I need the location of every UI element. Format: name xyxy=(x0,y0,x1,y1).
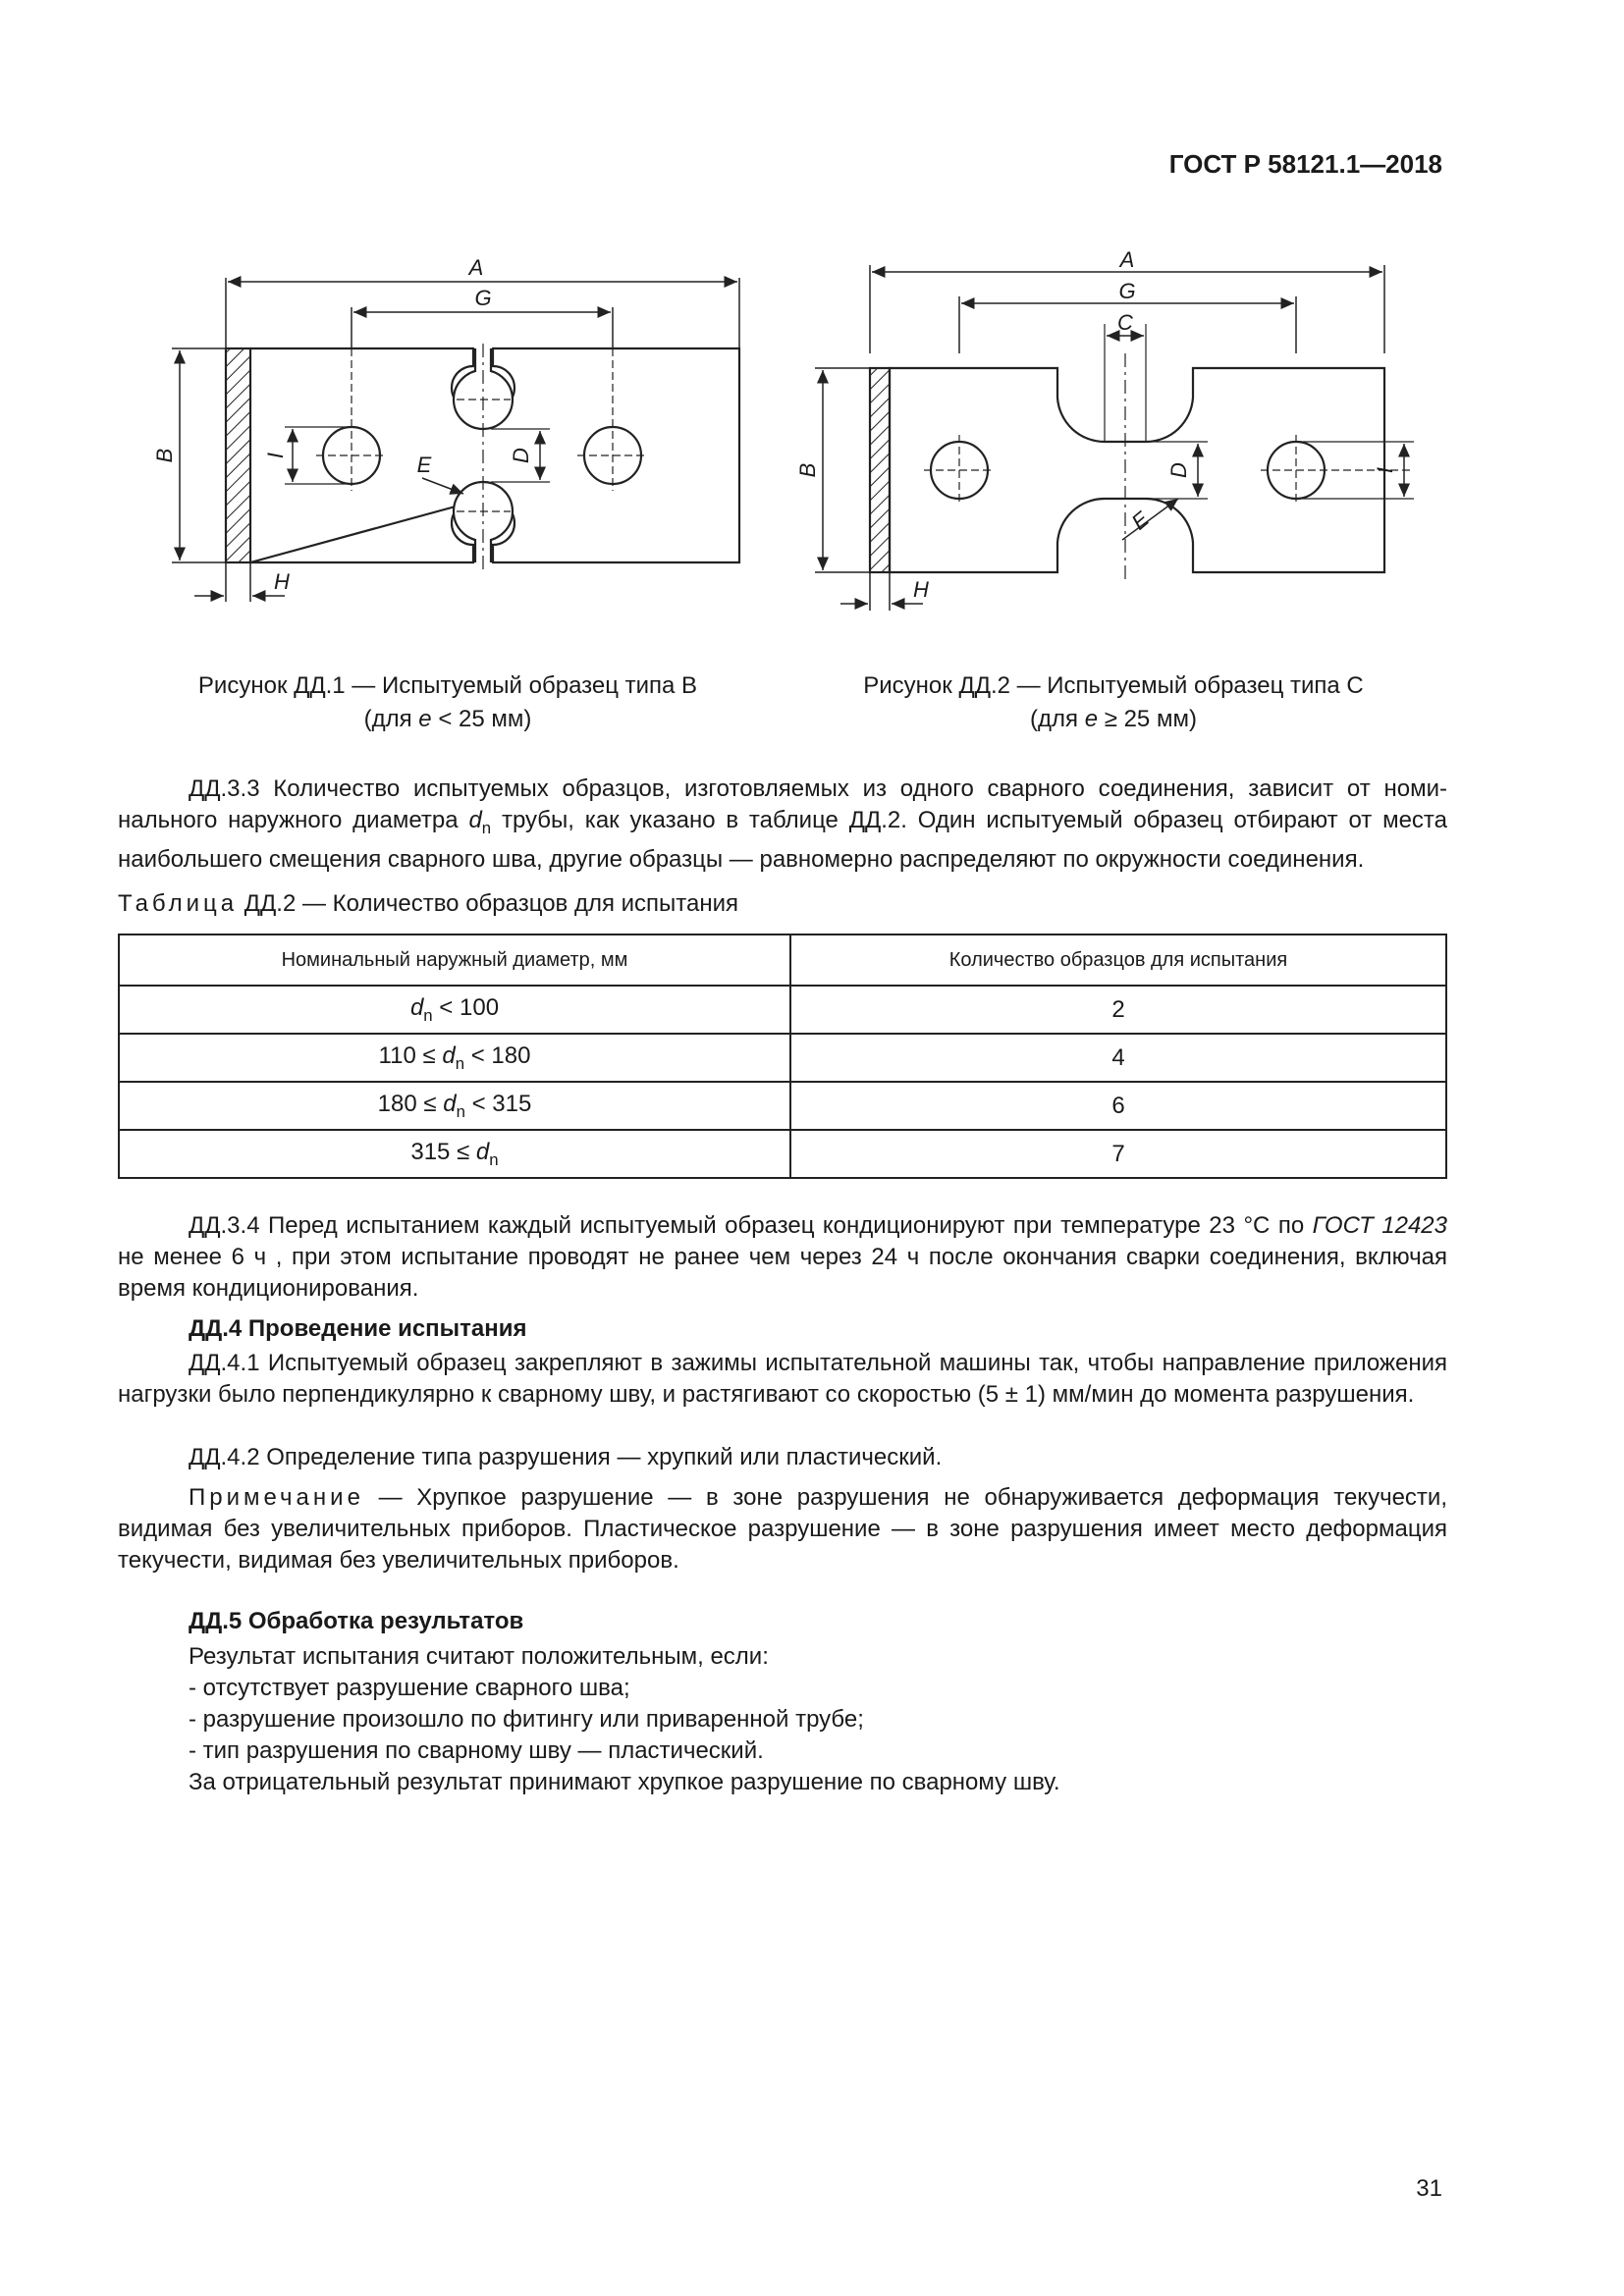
dim-label-d: D xyxy=(509,448,533,463)
dim-label-g: G xyxy=(1118,279,1136,303)
figure-specimen-type-b xyxy=(147,250,756,614)
dim-label-e: E xyxy=(416,453,432,477)
figure-specimen-type-c xyxy=(795,245,1414,618)
results-intro: Результат испытания считают положительным, если: xyxy=(189,1643,769,1670)
dim-label-b: B xyxy=(795,462,820,478)
specimen-count-table xyxy=(118,934,1447,1179)
dim-label-a: A xyxy=(468,255,484,280)
list-item: - тип разрушения по сварному шву — пластический. xyxy=(189,1737,764,1764)
page-number: 31 xyxy=(1416,2175,1442,2202)
paragraph-dd-4-2: ДД.4.2 Определение типа разрушения — хрупкий или пластический. xyxy=(189,1444,943,1470)
figure-2-caption: Рисунок ДД.2 — Испытуемый образец типа С (для e ≥ 25 мм) xyxy=(863,672,1364,732)
paragraph-dd-3-3: ДД.3.3 Количество испытуемых образцов, изготовляемых из одного сварного соединения, зависит от номинального наружного диаметра $d_n$ трубы, как указано в таблице ДД.2. Один испытуемый образец отбирают от места наибольшего смещения сварного шва, другие образцы — равномерно распределяют по окружности соединения. xyxy=(118,775,1448,873)
list-item: - разрушение произошло по фитингу или приваренной трубе; xyxy=(189,1706,864,1733)
table-row: $315 \le d_n$ 7 xyxy=(119,1130,1446,1178)
list-item: - отсутствует разрушение сварного шва; xyxy=(189,1675,630,1701)
column-header-count: Количество образцов для испытания xyxy=(790,934,1446,986)
table-caption: Таблица ДД.2 — Количество образцов для испытания xyxy=(118,890,739,917)
negative-result-text: За отрицательный результат принимают хрупкое разрушение по сварному шву. xyxy=(189,1769,1060,1795)
dim-label-i: I xyxy=(1373,466,1397,474)
figure-1-caption: Рисунок ДД.1 — Испытуемый образец типа В (для e < 25 мм) xyxy=(197,672,698,732)
document-header: ГОСТ Р 58121.1—2018 xyxy=(1168,149,1442,179)
dim-label-a: A xyxy=(1119,247,1135,272)
dim-label-c: C xyxy=(1117,310,1133,335)
dim-label-i: I xyxy=(263,452,288,459)
table-row: $d_n < 100$ 2 xyxy=(119,986,1446,1034)
heading-dd-4: ДД.4 Проведение испытания xyxy=(189,1315,527,1342)
dim-label-h: H xyxy=(274,569,290,594)
table-row: $110 \le d_n < 180$ 4 xyxy=(119,1034,1446,1082)
heading-dd-5: ДД.5 Обработка результатов xyxy=(189,1608,524,1634)
dim-label-h: H xyxy=(913,577,929,602)
column-header-diameter: Номинальный наружный диаметр, мм xyxy=(119,934,790,986)
paragraph-dd-4-1: ДД.4.1 Испытуемый образец закрепляют в зажимы испытательной машины так, чтобы направление приложения нагрузки было перпендикулярно к сварному шву, и растягивают со скоростью (5 ± 1) мм/мин до момента разрушения. xyxy=(118,1350,1447,1408)
dim-label-e: E xyxy=(1126,506,1154,535)
table-row: $180 \le d_n < 315$ 6 xyxy=(119,1082,1446,1130)
paragraph-dd-3-4: ДД.3.4 Перед испытанием каждый испытуемый образец кондиционируют при температуре 23 °С по ГОСТ 12423 не менее 6 ч , при этом испытание проводят не ранее чем через 24 ч после окончания сварки соединения, включая время кондиционирования. xyxy=(118,1212,1447,1302)
table-header-row xyxy=(119,934,1446,986)
dim-label-d: D xyxy=(1166,462,1191,478)
dim-label-g: G xyxy=(474,286,492,310)
dim-label-b: B xyxy=(152,448,177,463)
note-paragraph: Примечание — Хрупкое разрушение — в зоне разрушения не обнаруживается деформация текучести, видимая без увеличительных приборов. Пластическое разрушение — в зоне разрушения имеет место деформация текучести, видимая без увеличительных приборов. xyxy=(118,1484,1447,1574)
